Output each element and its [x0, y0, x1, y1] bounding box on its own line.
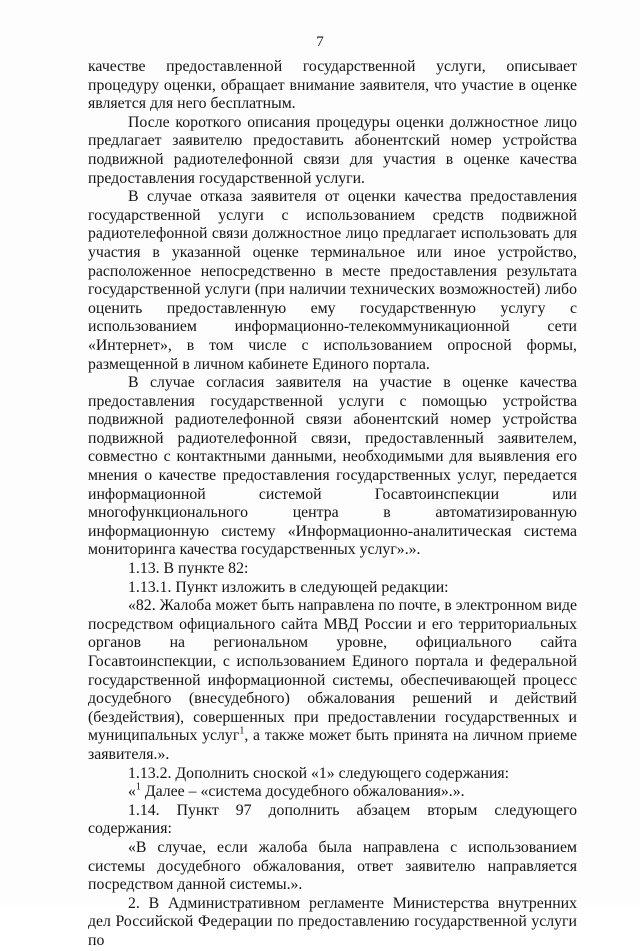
paragraph: После короткого описания процедуры оценки должностное лицо предлагает заявителю предоставить абонентский номер устройства подвижной радиотелефонной связи для участия в оценке качества предоставления государственной услуги. [88, 113, 577, 187]
footnote-definition [88, 783, 577, 802]
footnote-marker: 1 [135, 781, 141, 793]
paragraph: 2. В Административном регламенте Министерства внутренних дел Российской Федерации по предоставлению государственной услуги по [88, 894, 577, 949]
paragraph: В случае согласия заявителя на участие в оценке качества предоставления государственной услуги с помощью устройства подвижной радиотелефонной связи абонентский номер устройства подвижной радиотелефонной связи, предоставленный заявителем, совместно с контактными данными, необходимыми для выявления его мнения о качестве предоставления государственных услуг, передается информационной системой Госавтоинспекции или многофункционального центра в автоматизированную информационную систему «Информационно-аналитическая система мониторинга качества государственных услуг».». [88, 374, 577, 559]
clause-heading: 1.13.2. Дополнить сноской «1» следующего содержания: [128, 764, 510, 782]
clause-heading: 1.13.1. Пункт изложить в следующей редакции: [128, 578, 449, 596]
paragraph: качестве предоставленной государственной услуги, описывает процедуру оценки, обращает внимание заявителя, что участие в оценке является для него бесплатным. [88, 58, 577, 113]
clause-heading: 1.13. В пункте 82: [128, 560, 249, 578]
footnote-marker: 1 [239, 726, 245, 738]
paragraph [88, 597, 577, 764]
paragraph: В случае отказа заявителя от оценки качества предоставления государственной услуги с использованием средств подвижной радиотелефонной связи должностное лицо предлагает использовать для участия в указанной оценке терминальное или иное устройство, расположенное непосредственно в месте предоставления результата государственной услуги (при наличии технических возможностей) либо оценить предоставленную ему государственную услугу с использованием информационно-телекоммуникационной сети «Интернет», в том числе с использованием опросной формы, размещенной в личном кабинете Единого портала. [88, 188, 577, 373]
paragraph-text: «82. Жалоба может быть направлена по почте, в электронном виде посредством официального сайта МВД России и его территориальных органов на региональном уровне, официального сайта Госавтоинспекции, с использованием Единого портала и федеральной государственной информационной системы, обеспечивающей процесс досудебного (внесудебного) обжалования решений и действий (бездействия), совершенных при предоставлении государственных и муниципальных услуг [88, 597, 577, 745]
footnote-text: Далее – «система досудебного обжалования».». [140, 783, 465, 801]
quote-mark: « [128, 783, 136, 801]
paragraph-text: , а также может быть принята на личном приеме заявителя.». [88, 727, 577, 763]
paragraph: «В случае, если жалоба была направлена с использованием системы досудебного обжалования, ответ заявителю направляется посредством данной системы.». [88, 838, 577, 894]
page-number: 7 [316, 34, 324, 50]
clause-heading: 1.14. Пункт 97 дополнить абзацем вторым следующего содержания: [88, 801, 577, 838]
document-body [88, 58, 577, 951]
